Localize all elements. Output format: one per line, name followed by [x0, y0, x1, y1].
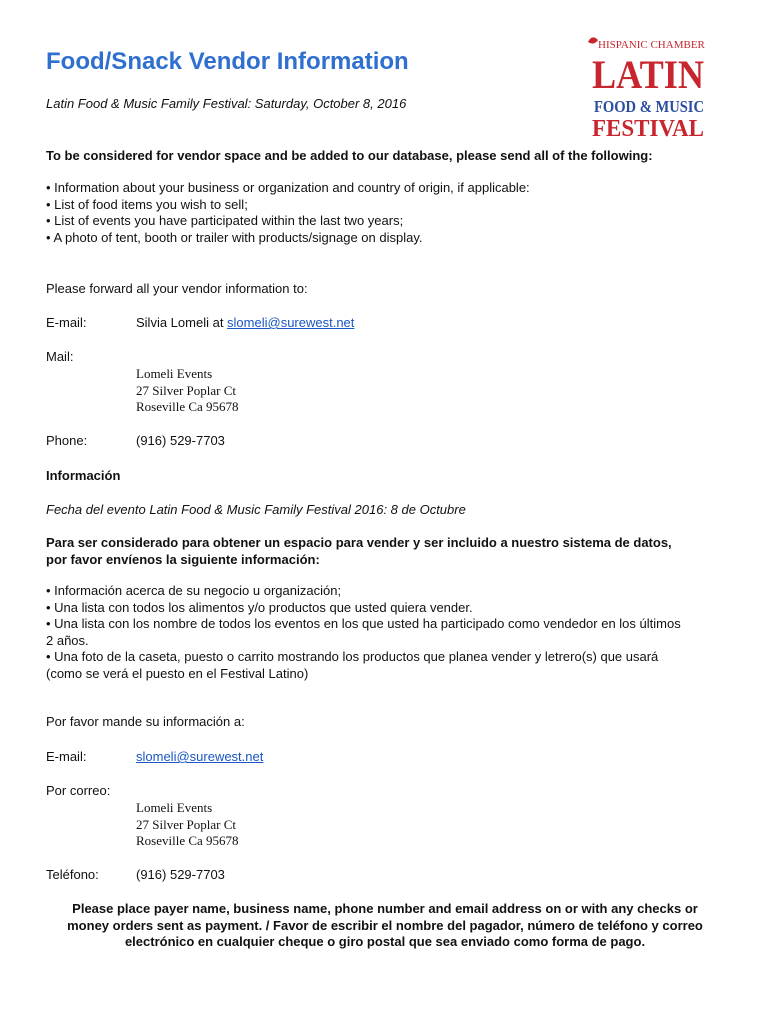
spanish-heading: Información: [46, 468, 121, 483]
festival-logo: [584, 32, 710, 142]
list-item: • Una lista con todos los alimentos y/o productos que usted quiera vender.: [46, 599, 473, 615]
spanish-date: Fecha del evento Latin Food & Music Family Festival 2016: 8 de Octubre: [46, 502, 466, 517]
payment-note-line: money orders sent as payment. / Favor de escribir el nombre del pagador, número de teléfono y correo: [67, 917, 703, 933]
address-line: Lomeli Events: [136, 366, 213, 381]
logo-food-music-text: FOOD & MUSIC: [594, 97, 704, 116]
spanish-intro-line: Para ser considerado para obtener un espacio para vender y ser incluido a nuestro sistema de datos,: [46, 535, 672, 550]
email-value: [136, 315, 354, 330]
intro-text: To be considered for vendor space and be added to our database, please send all of the following:: [46, 148, 653, 163]
email-label: E-mail:: [46, 315, 87, 330]
list-item: • Una lista con los nombre de todos los eventos en los que usted ha participado como vendedor en los últimos: [46, 616, 681, 631]
requirements-list: [46, 180, 530, 246]
phone-value: (916) 529-7703: [136, 433, 225, 448]
spanish-forward-text: Por favor mande su información a:: [46, 714, 245, 729]
phone-label: Phone:: [46, 433, 88, 448]
spanish-mail-label: Por correo:: [46, 783, 111, 798]
list-item: (como se verá el puesto en el Festival Latino): [46, 665, 309, 681]
spanish-phone-label: Teléfono:: [46, 867, 99, 882]
logo-latin-text: LATIN: [592, 52, 705, 97]
list-item: • Information about your business or organization and country of origin, if applicable:: [46, 180, 530, 195]
list-item: • List of events you have participated within the last two years;: [46, 213, 404, 228]
list-item: • Información acerca de su negocio u organización;: [46, 583, 342, 598]
logo-festival-text: FESTIVAL: [592, 116, 704, 142]
spanish-intro: [46, 535, 672, 568]
email-prefix: Silvia Lomeli at: [136, 315, 228, 330]
spanish-mail-address: [136, 800, 239, 850]
address-line: 27 Silver Poplar Ct: [136, 382, 237, 398]
address-line: Roseville Ca 95678: [136, 399, 239, 414]
spanish-phone-value: (916) 529-7703: [136, 867, 225, 882]
forward-text: Please forward all your vendor information to:: [46, 281, 308, 296]
spanish-intro-line: por favor envíenos la siguiente información:: [46, 551, 320, 567]
spanish-email-link[interactable]: slomeli@surewest.net: [136, 749, 264, 764]
mail-label: Mail:: [46, 349, 74, 364]
payment-note-line: Please place payer name, business name, phone number and email address on or with any checks or: [72, 901, 698, 916]
event-subtitle: Latin Food & Music Family Festival: Saturday, October 8, 2016: [46, 96, 407, 111]
payment-note-line: electrónico en cualquier cheque o giro postal que sea enviado como forma de pago.: [124, 934, 646, 949]
address-line: Lomeli Events: [136, 800, 213, 815]
list-item: • List of food items you wish to sell;: [46, 196, 248, 212]
logo-chamber-text: HISPANIC CHAMBER: [598, 39, 705, 51]
address-line: Roseville Ca 95678: [136, 833, 239, 848]
payment-note: [36, 901, 734, 951]
address-line: 27 Silver Poplar Ct: [136, 816, 237, 832]
spanish-email-label: E-mail:: [46, 749, 87, 764]
page-title: Food/Snack Vendor Information: [46, 48, 409, 75]
spanish-requirements-list: [46, 583, 681, 682]
email-link[interactable]: slomeli@surewest.net: [227, 315, 355, 330]
list-item: • Una foto de la caseta, puesto o carrito mostrando los productos que planea vender y letrero(s) que usará: [46, 649, 659, 664]
mail-address: [136, 366, 239, 416]
list-item: 2 años.: [46, 632, 89, 648]
list-item: • A photo of tent, booth or trailer with products/signage on display.: [46, 229, 423, 245]
festival-logo-graphic: [584, 32, 710, 142]
